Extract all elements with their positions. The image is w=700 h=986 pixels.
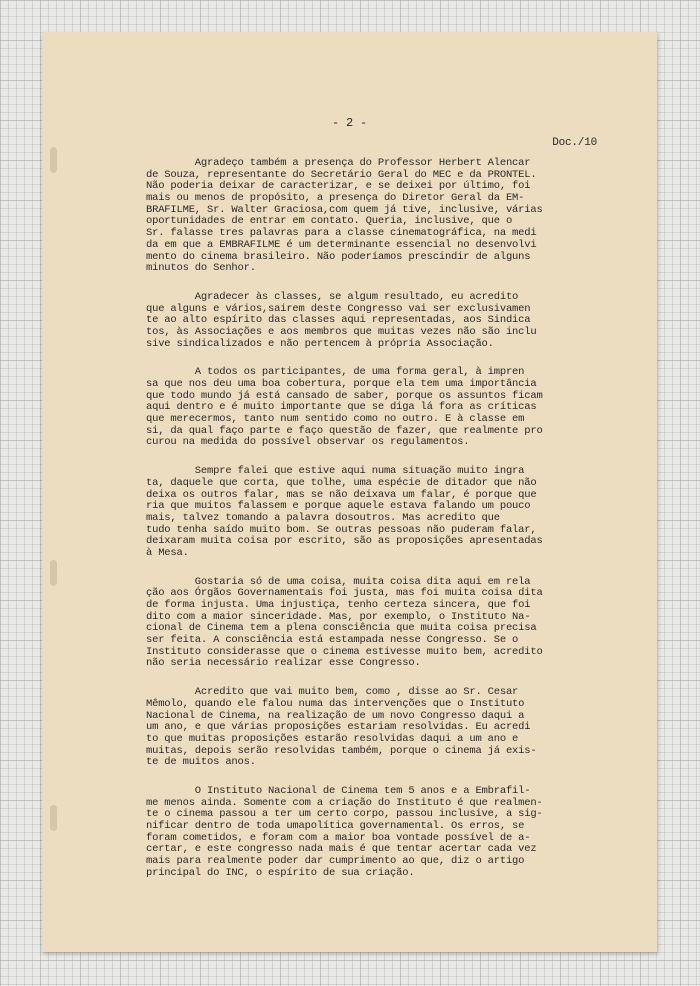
text-line: minutos do Senhor. bbox=[146, 262, 256, 275]
text-line: deixa os outros falar, mas se não deixava um falar, é porque que bbox=[146, 488, 537, 501]
text-line: mento do cinema brasileiro. Não poderíamos prescindir de alguns bbox=[146, 250, 531, 263]
text-line: da em que a EMBRAFILME é um determinante essencial no desenvolvi bbox=[146, 238, 537, 251]
text-line: BRAFILME, Sr. Walter Graciosa,com quem já tive, inclusive, várias bbox=[146, 203, 543, 216]
punch-hole bbox=[50, 805, 57, 831]
text-line: ser feita. A consciência está estampada nesse Congresso. Se o bbox=[146, 634, 519, 647]
text-line: tudo tenha saído muito bom. Se outras pessoas não puderam falar, bbox=[146, 523, 537, 536]
text-line: Agradeço também a presença do Professor Herbert Alencar bbox=[146, 157, 531, 169]
punch-hole bbox=[50, 147, 57, 173]
document-page bbox=[42, 32, 657, 952]
text-line: te o cinema passou a ter um certo corpo, passou inclusive, a sig- bbox=[146, 808, 543, 821]
text-line: muitas, depois serão resolvidas também, porque o cinema já exis- bbox=[146, 744, 537, 757]
text-line: mais ou menos de propósito, a presença do Diretor Geral da EM- bbox=[146, 192, 525, 205]
text-line: Acredito que vai muito bem, como , disse ao Sr. Cesar bbox=[146, 686, 519, 699]
text-line: si, da qual faço parte e faço questão de fazer, que realmente pro bbox=[146, 424, 543, 437]
text-line: oportunidades de entrar em contato. Queria, inclusive, que o bbox=[146, 215, 513, 228]
text-line: Gostaria só de uma coisa, muita coisa dita aqui em rela bbox=[146, 575, 531, 588]
text-line: O Instituto Nacional de Cinema tem 5 anos e a Embrafil- bbox=[146, 784, 531, 797]
text-line: certar, e este congresso nada mais é que tentar acertar cada vez bbox=[146, 843, 537, 856]
punch-hole bbox=[50, 560, 57, 586]
text-line: de Souza, representante do Secretário Geral do MEC e da PRONTEL. bbox=[146, 168, 537, 181]
text-line: Nacional de Cinema, na realização de um novo Congresso daqui a bbox=[146, 709, 525, 722]
text-line: ria que muitos falassem e porque aquele estava falando um pouco bbox=[146, 500, 531, 513]
paragraph bbox=[146, 158, 657, 275]
text-line: Não poderia deixar de caracterizar, e se deixei por último, foi bbox=[146, 180, 531, 193]
text-line: não seria necessário realizar esse Congresso. bbox=[146, 657, 421, 670]
document-reference: Doc./10 bbox=[552, 137, 597, 149]
text-line: um ano, e que várias proposições estariam resolvidas. Eu acredi bbox=[146, 721, 531, 734]
paragraph bbox=[146, 577, 657, 671]
page-number: - 2 - bbox=[331, 116, 367, 130]
text-line: que merecermos, tanto num sentido como no outro. E à classe em bbox=[146, 413, 525, 426]
text-line: tos, às Associações e aos membros que muitas vezes não são inclu bbox=[146, 325, 537, 338]
text-line: A todos os participantes, de uma forma geral, à impren bbox=[146, 366, 525, 379]
text-line: ta, daquele que corta, que tolhe, uma espécie de ditador que não bbox=[146, 476, 537, 489]
text-line: dito com a maior sinceridade. Mas, por exemplo, o Instituto Na- bbox=[146, 610, 531, 623]
paragraph bbox=[146, 687, 657, 769]
text-line: me menos ainda. Somente com a criação do Instituto é que realmen- bbox=[146, 796, 543, 809]
text-line: te de muitos anos. bbox=[146, 756, 256, 769]
text-line: aqui dentro e é muito importante que se diga lá fora as críticas bbox=[146, 401, 537, 414]
text-line: cional de Cinema tem a plena consciência que muita coisa precisa bbox=[146, 622, 537, 635]
text-line: Instituto considerasse que o cinema estivesse muito bem, acredito bbox=[146, 645, 543, 658]
text-line: que alguns e vários,sairem deste Congresso vai ser exclusivamen bbox=[146, 302, 531, 315]
text-line: ção aos Órgãos Governamentais foi justa, mas foi muita coisa dita bbox=[146, 587, 543, 600]
text-line: de forma injusta. Uma injustiça, tenho certeza sincera, que foi bbox=[146, 599, 531, 611]
text-line: que todo mundo já está cansado de saber, porque os assuntos ficam bbox=[146, 389, 543, 402]
paragraph bbox=[146, 786, 657, 880]
text-line: Sr. falasse tres palavras para a classe cinematográfica, na medi bbox=[146, 227, 537, 240]
text-line: foram cometidos, e foram com a maior boa vontade possível de a- bbox=[146, 831, 531, 844]
text-line: sa que nos deu uma boa cobertura, porque ela tem uma importância bbox=[146, 378, 537, 390]
text-line: nificar dentro de toda umapolítica governamental. Os erros, se bbox=[146, 820, 525, 832]
paragraph bbox=[146, 292, 657, 350]
text-line: mais, talvez tomando a palavra dosoutros. Mas acredito que bbox=[146, 511, 500, 524]
paragraph bbox=[146, 466, 657, 560]
text-line: te ao alto espírito das classes aqui representadas, aos Sindica bbox=[146, 314, 531, 327]
document-body bbox=[146, 158, 657, 896]
text-line: Mêmolo, quando ele falou numa das intervenções que o Instituto bbox=[146, 697, 525, 710]
text-line: Sempre falei que estive aqui numa situação muito ingra bbox=[146, 465, 525, 478]
text-line: deixaram muita coisa por escrito, são as proposições apresentadas bbox=[146, 535, 543, 548]
text-line: curou na medida do possível observar os regulamentos. bbox=[146, 436, 470, 449]
text-line: to que muitas proposições estarão resolvidas daqui a um ano e bbox=[146, 732, 519, 745]
text-line: principal do INC, o espírito de sua criação. bbox=[146, 866, 415, 879]
text-line: sive sindicalizados e não pertencem à própria Associação. bbox=[146, 337, 494, 350]
text-line: à Mesa. bbox=[146, 546, 189, 559]
paragraph bbox=[146, 367, 657, 449]
text-line: mais para realmente poder dar cumprimento ao que, diz o artigo bbox=[146, 855, 525, 868]
text-line: Agradecer às classes, se algum resultado, eu acredito bbox=[146, 290, 519, 303]
